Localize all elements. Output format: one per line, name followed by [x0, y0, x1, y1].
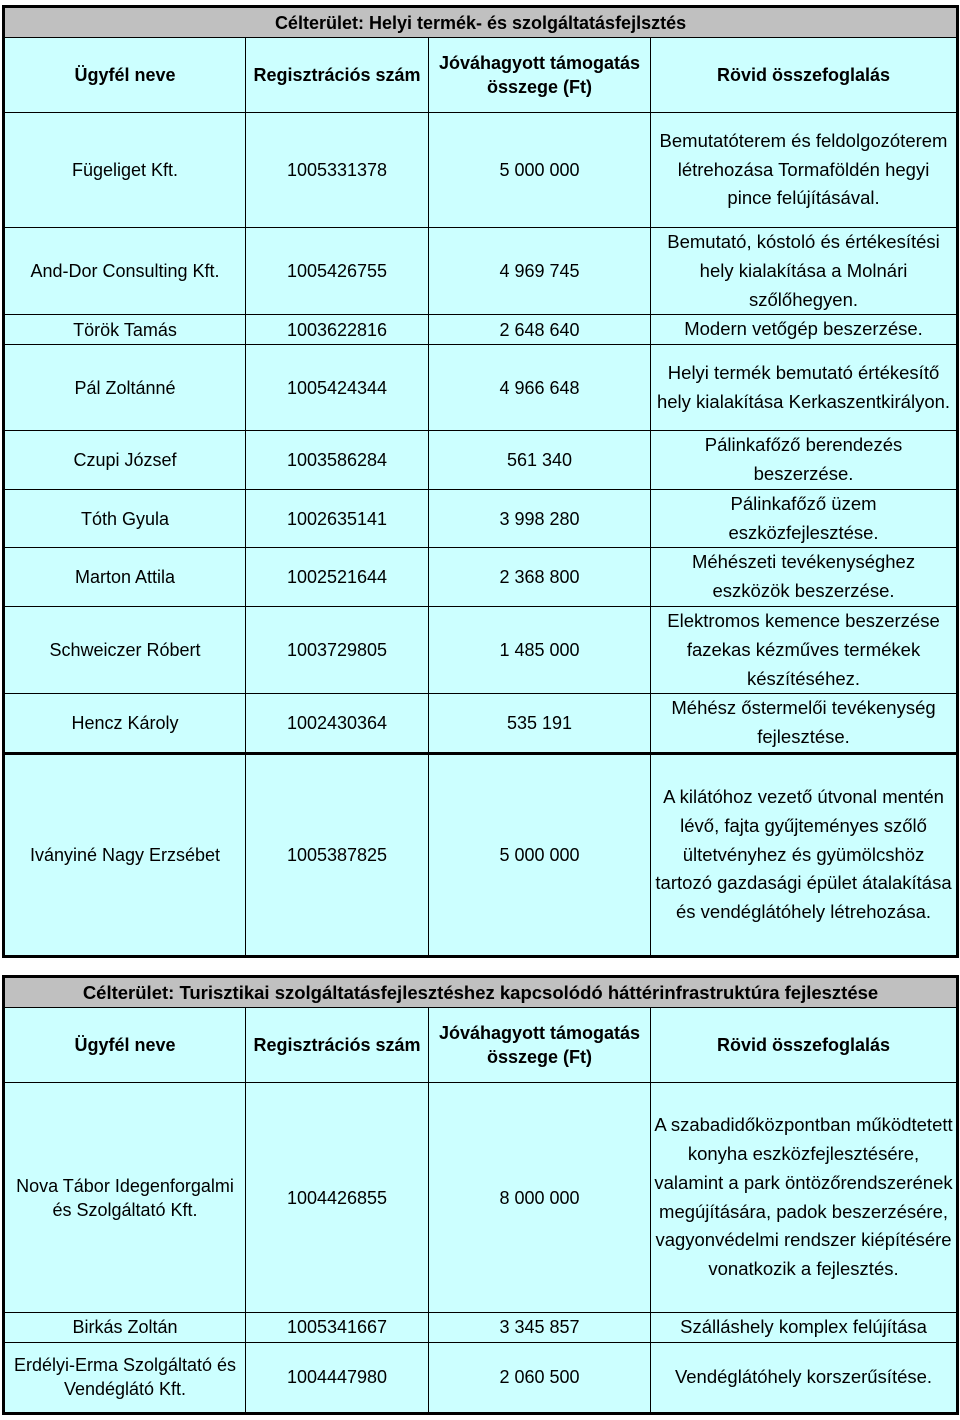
reg-number: 1003729805: [246, 606, 429, 693]
summary: Méhész őstermelői tevékenység fejlesztése.: [651, 694, 958, 754]
table-helyi-termek: [2, 5, 959, 958]
table-row: [4, 753, 958, 956]
table-row: [4, 606, 958, 693]
client-name: Fügeliget Kft.: [4, 113, 246, 228]
header-reg: Regisztrációs szám: [246, 1008, 429, 1083]
amount: 535 191: [429, 694, 651, 754]
reg-number: 1002635141: [246, 489, 429, 548]
table-turisztikai: [2, 975, 959, 1415]
table-row: [4, 489, 958, 548]
client-name: Török Tamás: [4, 315, 246, 345]
amount: 561 340: [429, 431, 651, 490]
reg-number: 1003622816: [246, 315, 429, 345]
summary: A szabadidőközpontban működtetett konyha eszközfejlesztésére, valamint a park öntözőrendszerének megújítására, padok beszerzésére, vagyonvédelmi rendszer kiépítésére vonatkozik a fejlesztés.: [651, 1083, 958, 1313]
table-row: [4, 345, 958, 431]
reg-number: 1003586284: [246, 431, 429, 490]
amount: 4 966 648: [429, 345, 651, 431]
client-name: Hencz Károly: [4, 694, 246, 754]
client-name: Nova Tábor Idegenforgalmi és Szolgáltató Kft.: [4, 1083, 246, 1313]
reg-number: 1005424344: [246, 345, 429, 431]
reg-number: 1002521644: [246, 548, 429, 607]
reg-number: 1002430364: [246, 694, 429, 754]
header-amount: Jóváhagyott támogatás összege (Ft): [429, 1008, 651, 1083]
reg-number: 1005331378: [246, 113, 429, 228]
client-name: Birkás Zoltán: [4, 1313, 246, 1343]
summary: Vendéglátóhely korszerűsítése.: [651, 1342, 958, 1413]
header-reg: Regisztrációs szám: [246, 38, 429, 113]
table-row: [4, 1342, 958, 1413]
table-row: [4, 694, 958, 754]
amount: 1 485 000: [429, 606, 651, 693]
reg-number: 1005341667: [246, 1313, 429, 1343]
reg-number: 1005426755: [246, 228, 429, 315]
client-name: Iványiné Nagy Erzsébet: [4, 753, 246, 956]
reg-number: 1005387825: [246, 753, 429, 956]
header-amount: Jóváhagyott támogatás összege (Ft): [429, 38, 651, 113]
table-row: [4, 113, 958, 228]
summary: Szálláshely komplex felújítása: [651, 1313, 958, 1343]
client-name: Pál Zoltánné: [4, 345, 246, 431]
client-name: Marton Attila: [4, 548, 246, 607]
amount: 2 060 500: [429, 1342, 651, 1413]
table-row: [4, 431, 958, 490]
reg-number: 1004426855: [246, 1083, 429, 1313]
table-row: [4, 228, 958, 315]
summary: Pálinkafőző üzem eszközfejlesztése.: [651, 489, 958, 548]
summary: Modern vetőgép beszerzése.: [651, 315, 958, 345]
table-row: [4, 1313, 958, 1343]
table-row: [4, 1083, 958, 1313]
header-client: Ügyfél neve: [4, 1008, 246, 1083]
amount: 4 969 745: [429, 228, 651, 315]
header-client: Ügyfél neve: [4, 38, 246, 113]
table-title: Célterület: Turisztikai szolgáltatásfejlesztéshez kapcsolódó háttérinfrastruktúra fejlesztése: [4, 977, 958, 1008]
summary: Helyi termék bemutató értékesítő hely kialakítása Kerkaszentkirályon.: [651, 345, 958, 431]
table-row: [4, 315, 958, 345]
summary: Bemutatóterem és feldolgozóterem létrehozása Tormaföldén hegyi pince felújításával.: [651, 113, 958, 228]
amount: 5 000 000: [429, 113, 651, 228]
client-name: Schweiczer Róbert: [4, 606, 246, 693]
client-name: Erdélyi-Erma Szolgáltató és Vendéglátó Kft.: [4, 1342, 246, 1413]
amount: 3 998 280: [429, 489, 651, 548]
summary: Bemutató, kóstoló és értékesítési hely kialakítása a Molnári szőlőhegyen.: [651, 228, 958, 315]
client-name: And-Dor Consulting Kft.: [4, 228, 246, 315]
header-summary: Rövid összefoglalás: [651, 1008, 958, 1083]
reg-number: 1004447980: [246, 1342, 429, 1413]
header-summary: Rövid összefoglalás: [651, 38, 958, 113]
summary: A kilátóhoz vezető útvonal mentén lévő, fajta gyűjteményes szőlő ültetvényhez és gyümölcshöz tartozó gazdasági épület átalakítása és vendéglátóhely létrehozása.: [651, 753, 958, 956]
amount: 2 368 800: [429, 548, 651, 607]
amount: 5 000 000: [429, 753, 651, 956]
summary: Pálinkafőző berendezés beszerzése.: [651, 431, 958, 490]
amount: 8 000 000: [429, 1083, 651, 1313]
client-name: Tóth Gyula: [4, 489, 246, 548]
amount: 3 345 857: [429, 1313, 651, 1343]
amount: 2 648 640: [429, 315, 651, 345]
table-title: Célterület: Helyi termék- és szolgáltatásfejlsztés: [4, 7, 958, 38]
table-row: [4, 548, 958, 607]
summary: Méhészeti tevékenységhez eszközök beszerzése.: [651, 548, 958, 607]
summary: Elektromos kemence beszerzése fazekas kézműves termékek készítéséhez.: [651, 606, 958, 693]
client-name: Czupi József: [4, 431, 246, 490]
